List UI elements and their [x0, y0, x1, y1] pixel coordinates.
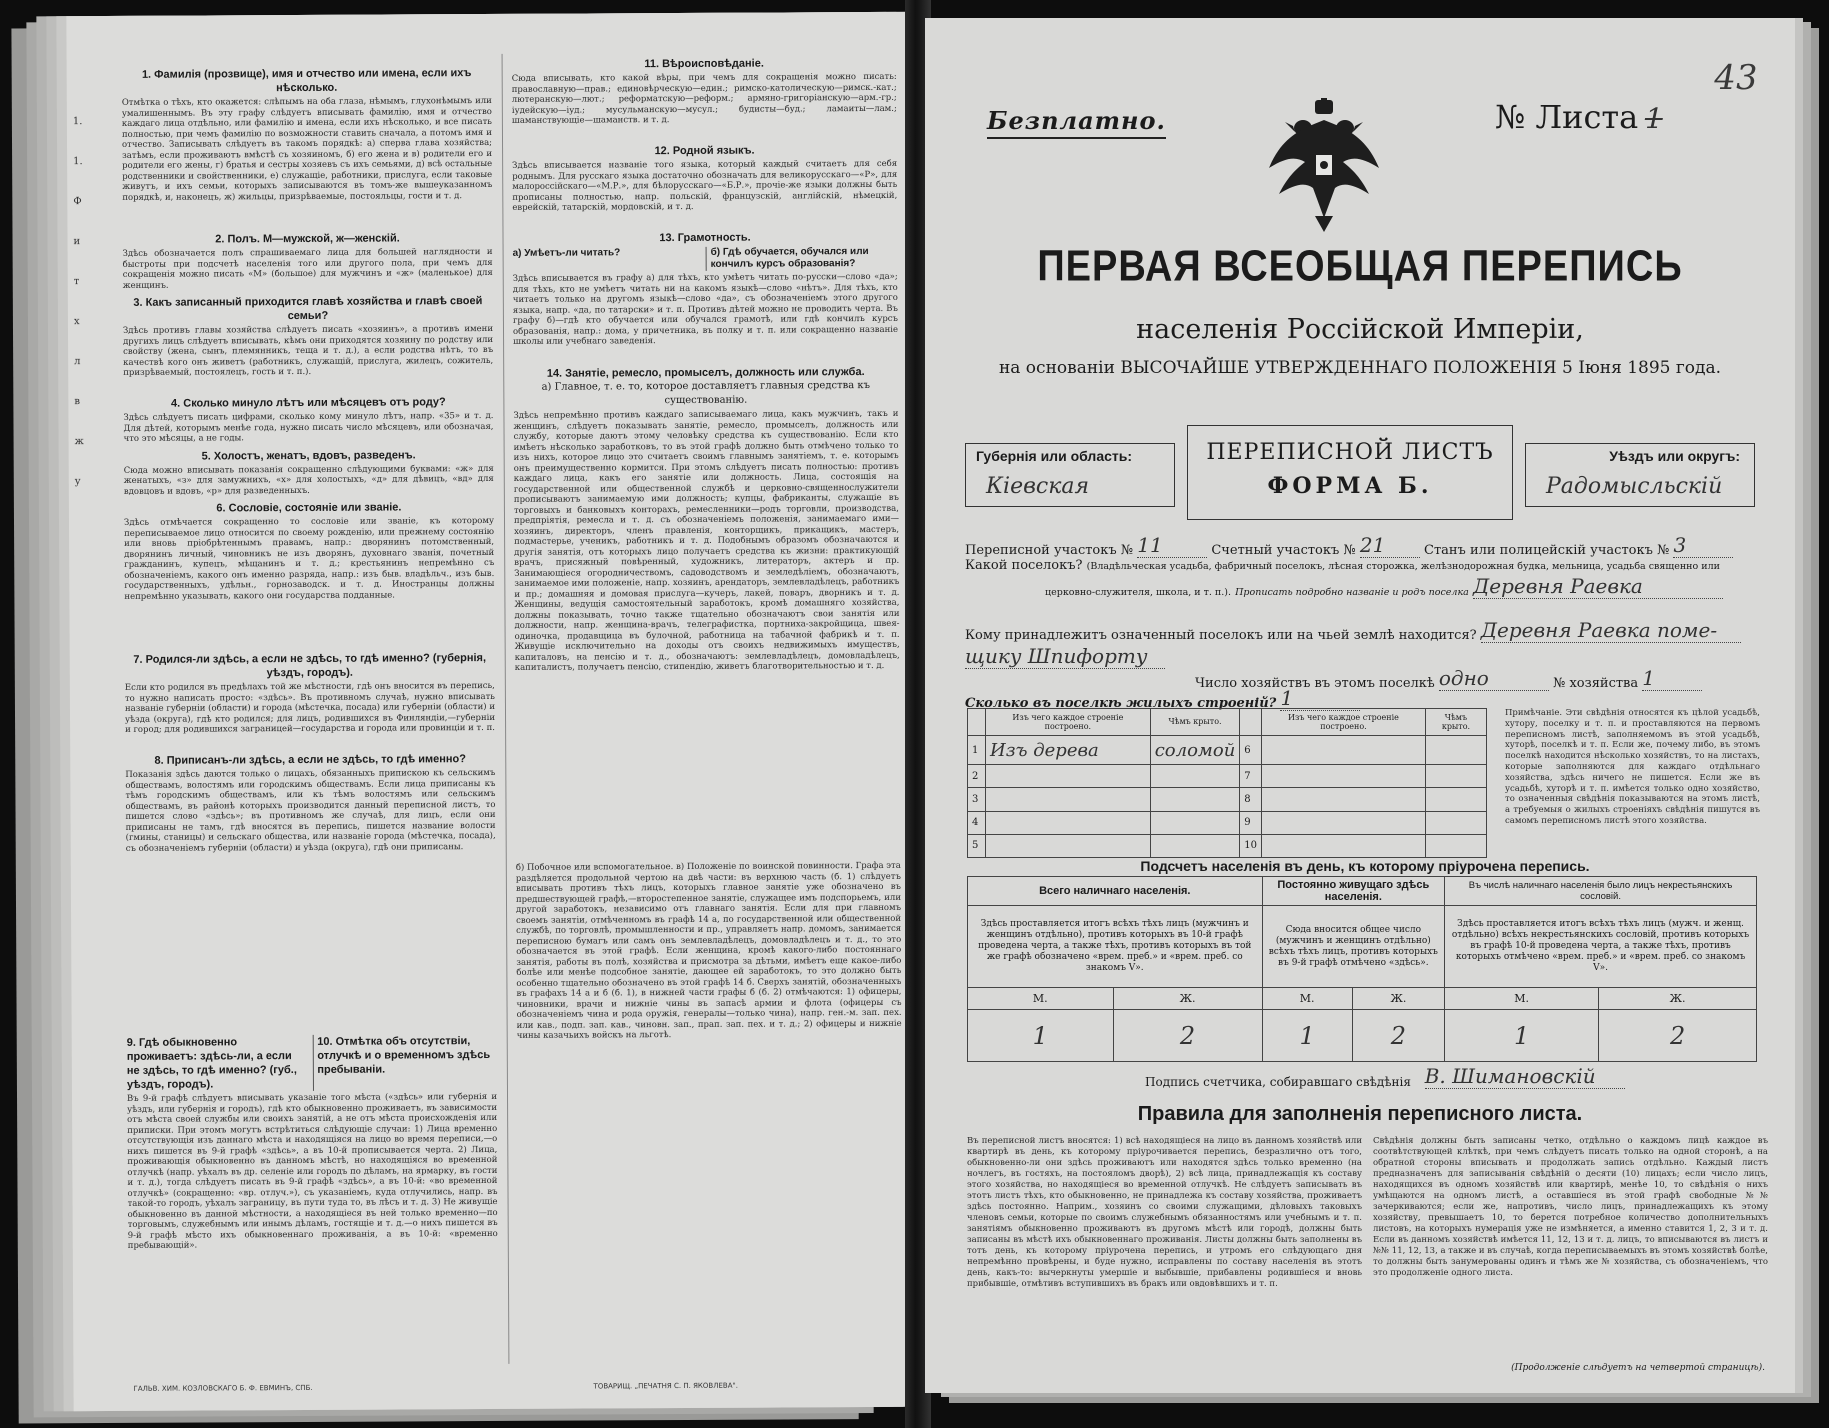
gubernia-field[interactable]: Кіевская: [986, 474, 1090, 499]
bld-roof-field[interactable]: [1150, 788, 1240, 811]
bld-material-field[interactable]: [986, 811, 1151, 834]
bld-row-number: 7: [1240, 765, 1262, 788]
instruction-section: [123, 294, 493, 392]
rules-continued-note: (Продолженіе слѣдуетъ на четвертой страницѣ).: [1511, 1363, 1765, 1373]
bld-col-roof: Чѣмъ крыто.: [1150, 709, 1240, 736]
household-number-field[interactable]: 1: [1642, 666, 1702, 691]
bld-material-field[interactable]: [1262, 735, 1426, 764]
section-title: 8. Приписанъ-ли здѣсь, а если не здѣсь, то гдѣ именно?: [154, 753, 466, 767]
bld-material-field[interactable]: [1262, 788, 1426, 811]
section-body: Здѣсь противъ главы хозяйства слѣдуетъ писать «хозяинъ», а противъ имени другихъ лицъ слѣдуетъ вписывать, кѣмъ они приходятся хозяину по родству или свойству (жена, сынъ, племянникъ, теща и т. д.), а если родства нѣтъ, то въ качествѣ кого онъ живетъ (работникъ, служащій, прислуга, жилецъ, сожитель, призрѣваемый, постоялецъ, гость и т. п.).: [122, 323, 494, 378]
sheet-number-label: № Листа: [1495, 98, 1639, 136]
bld-roof-field[interactable]: [1425, 735, 1486, 764]
settlement-field[interactable]: Деревня Раевка: [1473, 574, 1723, 599]
free-label: Безплатно.: [987, 106, 1166, 139]
households-label: Число хозяйствъ въ этомъ поселкѣ: [1195, 676, 1435, 691]
bld-roof-field[interactable]: [1425, 811, 1486, 834]
instructions-column-right: [512, 56, 903, 1258]
rules-column-right: Свѣдѣнія должны быть записаны четко, отдѣльно о каждомъ лицѣ каждое въ соотвѣтствующей клѣткѣ, при чемъ слѣдуетъ писать только на одной сторонѣ, а на обратной стороны вписывать и продолжать запись отдѣльно. Каждый листъ предназначенъ для записыванія свѣдѣній о десяти (10) лицахъ; если число лицъ, находящихся въ одномъ хозяйствѣ или квартирѣ, менѣе 10, то свѣдѣнія о нихъ умѣщаются на одномъ листѣ, а оставшіеся въ этой графѣ свободные №№ зачеркиваются; если же, напротивъ, число лицъ, принадлежащихъ къ этому хозяйству, превышаетъ 10, то берется потребное количество дополнительныхъ листовъ, на которыхъ нумерація уже не измѣняется, а именно ставится 1, 2, 3 и т. д. Если въ данномъ хозяйствѣ имѣется 11, 12, 13 и т. д. лицъ, то вписываются въ листъ и №№ 11, 12, 13, а также и въ случаѣ, когда переписываемыхъ въ этомъ хозяйствѣ болѣе, то должны быть занумерованы одинъ и тѣмъ же № хозяйства, съ обозначеніемъ, что это продолженіе одного листа.: [1373, 1136, 1768, 1278]
stan-label: Станъ или полицейскій участокъ №: [1424, 543, 1670, 558]
instruction-section: [124, 447, 494, 496]
signature-field[interactable]: В. Шимановскій: [1425, 1064, 1625, 1089]
buildings-table-header: [968, 709, 1487, 736]
section-9-body: Въ 9-й графѣ слѣдуетъ вписывать указаніе того мѣста («здѣсь» или губернія и уѣздъ, или губернія и городъ), гдѣ кто обыкновенно проживаетъ, въ зависимости отъ мѣста своей службы или своихъ занятій, а не отъ мѣста происхожденія или приписки. При этомъ могутъ встрѣтиться слѣдующіе случаи: 1) Лица временно отсутствующія изъ даннаго мѣста и находящіяся на лицо во время переписи,—о нихъ пишется въ 9-й графѣ «здѣсь», а въ 10-й прописывается черта. 2) Лица, проживающія обыкновенно въ данномъ мѣстѣ, но находящіяся во временной отлучкѣ (напр. уѣхалъ въ др. селеніе или городъ по дѣламъ, на ярмарку, въ гости и т. д.), тогда слѣдуетъ писать въ 9-й графѣ «здѣсь», а въ 10-й: «во временной отлучкѣ» (сокращенно: «вр. отлуч.»), съ указаніемъ, куда отлучились, напр. въ такой-то городъ, уѣхалъ заграницу, въ пути туда то, въ лѣсъ и т. д. 3) Не живущіе обыкновенно въ данной мѣстности, а находящіеся въ ней только временно—по торговымъ, служебнымъ или инымъ дѣламъ, гостящіе и т. д.—о нихъ пишется въ 9-й графѣ мѣсто ихъ обыкновеннаго проживанія, а въ 10-й: «временно пребывающій».: [126, 1091, 498, 1251]
section-title: 1. Фамилія (прозвище), имя и отчество или имена, если ихъ нѣсколько.: [141, 67, 472, 95]
section-body: Здѣсь обозначается полъ спрашиваемаго лица для большей наглядности и быстроты при подсчетѣ населенія того или другого пола, при чемъ для сокращенія можно писать «М» (большое) для мужчинъ и «ж» (маленькое) для женщинъ.: [122, 246, 493, 291]
population-table: [967, 876, 1757, 1062]
section-title: 3. Какъ записанный приходится главѣ хозяйства и главѣ своей семьи?: [133, 295, 483, 323]
bld-row-number: 3: [968, 788, 986, 811]
bld-material-field[interactable]: [986, 765, 1151, 788]
sex-female-label: Ж.: [1352, 988, 1444, 1010]
bld-material-field[interactable]: Изъ дерева: [986, 735, 1151, 764]
bld-material-field[interactable]: [1262, 765, 1426, 788]
owner-line: [965, 618, 1765, 643]
settlement-hint-2: церковно-служителя, школа, и т. п.).: [1045, 587, 1231, 598]
enumerator-signature-line: [1145, 1064, 1625, 1089]
instruction-section: [122, 66, 493, 228]
margin-mark: 1.: [73, 156, 83, 168]
bld-material-field[interactable]: [1262, 834, 1426, 857]
non-peasant-male-field[interactable]: 1: [1445, 1010, 1599, 1062]
bld-row-number: 9: [1240, 811, 1262, 834]
form-header-row: [965, 425, 1755, 520]
owner-label: Кому принадлежитъ означенный поселокъ или на чьей землѣ находится?: [965, 628, 1477, 643]
bld-roof-field[interactable]: соломой: [1150, 735, 1240, 764]
population-values-row: [968, 1010, 1757, 1062]
permanent-female-field[interactable]: 2: [1352, 1010, 1444, 1062]
instructions-page: [66, 12, 913, 1411]
non-peasant-female-field[interactable]: 2: [1599, 1010, 1757, 1062]
printer-footer-left: ГАЛЬВ. ХИМ. КОЗЛОВСКАГО Б. Ф. ЕВМИНЪ, СПБ.: [133, 1383, 313, 1393]
section-title: 12. Родной языкъ.: [654, 144, 755, 158]
form-legal-basis: на основаніи ВЫСОЧАЙШЕ УТВЕРЖДЕННАГО ПОЛОЖЕНІЯ 5 Іюня 1895 года.: [998, 358, 1722, 378]
instruction-section: [512, 56, 897, 140]
section-body: Сюда вписывать, кто какой вѣры, при чемъ для сокращенія можно писать: православную—прав.; единовѣрческую—един.; римско-католическую—римск.-кат.; лютеранскую—лют.; реформатскую—реформ.; армяно-григоріанскую—арм.-гр.; іудейскую—іуд.; мусульманскую—мусул.; будисты—буд.; ламаиты—лам.; шаманствующіе—шаманств. и т. д.: [511, 71, 897, 126]
household-number-label: № хозяйства: [1553, 676, 1639, 691]
buildings-table-row: [968, 811, 1487, 834]
uezd-label: Уѣздъ или округъ:: [1609, 448, 1740, 464]
margin-mark: 1.: [72, 116, 83, 128]
counting-district-field[interactable]: 21: [1360, 533, 1420, 558]
column-divider: [502, 54, 510, 1364]
bld-row-number: 10: [1240, 834, 1262, 857]
owner-field-2[interactable]: щику Шпифорту: [965, 644, 1165, 669]
settlement-hint-3: Прописать подробно названіе и родъ поселка: [1235, 587, 1469, 598]
section-10-title: 10. Отмѣтка объ отсутствіи, отлучкѣ и о временномъ здѣсь пребываніи.: [312, 1034, 497, 1091]
folio-number: 43: [1710, 58, 1761, 98]
owner-field[interactable]: Деревня Раевка поме-: [1481, 618, 1741, 643]
form-main-title: ПЕРВАЯ ВСЕОБЩАЯ ПЕРЕПИСЬ: [1037, 242, 1683, 292]
buildings-count-label: Сколько въ поселкѣ жилыхъ строеній?: [965, 696, 1277, 711]
districts-line: [965, 533, 1765, 558]
gubernia-label: Губернія или область:: [976, 448, 1133, 464]
bld-roof-field[interactable]: [1150, 765, 1240, 788]
section-14-extra: б) Побочное или вспомогательное. в) Положеніе по воинской повинности. Графа эта раздѣляется продольной чертою на двѣ части: въ верхнюю часть (б. 1) слѣдуетъ вписывать противъ тѣхъ лицъ, которыхъ главное занятіе уже обозначено въ предшествующей графѣ,—второстепенное занятіе, служащее имъ подспорьемъ, или другой заработокъ, независимо отъ главнаго занятія. Если для при главномъ своемъ занятіи, отмѣченномъ въ графѣ 14 а, по государственной или общественной службѣ, по торговлѣ, промышленности и пр., управляетъ напр. домомъ, занимается переписною бумагъ или самъ онъ землевладѣлецъ, домовладѣлецъ и т. д., то это обозначается въ этой графѣ. Если женщина, кромѣ какого-либо постояннаго занятія, работы въ полѣ, хозяйства и присмотра за дѣтьми, имѣетъ еще какое-либо болѣе или менѣе подсобное занятіе, дающее ей заработокъ, то это должно быть особенно тщательно обозначено въ этой графѣ 14 б. Сверхъ занятій, обозначенныхъ въ графахъ 14 а и б (б. 1), в нижней части графы б (б. 2) отмѣчаются: 1) офицеры, чиновники, врачи и нижніе чины въ запасѣ армии и флота (офицеры съ обозначеніемъ чина и рода оружія, генералы—только чина), напр. ген.-м. зап. пех. или кав., подп. зап. кав., чиновн. зап., прап. зап. пех. и т. д.; 2) офицеры и нижніе чины казачьихъ войскъ на льготѣ.: [515, 860, 902, 1041]
settlement-line: [965, 558, 1765, 573]
settlement-hint: (Владѣльческая усадьба, фабричный поселокъ, лѣсная сторожка, желѣзнодорожная будка, мельница, усадьба священно или: [1086, 561, 1720, 572]
bld-material-field[interactable]: [1262, 811, 1426, 834]
rules-column-left: Въ переписной листъ вносятся: 1) всѣ находящіеся на лицо въ данномъ хозяйствѣ или квартирѣ въ день, къ которому пріурочивается перепись, безразлично отъ того, обыкновенно-ли они здѣсь проживаютъ или находятся здѣсь только временно (на ночлегъ, въ гостяхъ, на постояломъ дворѣ), 2) всѣ лица, принадлежащія къ составу этого хозяйства, но находящіеся во временной отлучкѣ. Не слѣдуетъ записывать въ этотъ листъ тѣхъ, кто обыкновенно, не принадлежа къ составу хозяйства, проживаетъ здѣсь постоянно. Наприм., хозяинъ со своими служащими, дѣловыхъ таковыхъ членовъ семьи, которые по своимъ служебнымъ обязанностямъ или учебнымъ и т. п. занятіямъ обыкновенно проживаютъ въ другомъ мѣстѣ или городѣ, должны быть записаны въ мѣстѣ ихъ обыкновеннаго проживанія. Листы должны быть заполнены въ тотъ день, къ которому пріурочена перепись, и утромъ его слѣдующаго дня непремѣнно провѣрены, и буде нужно, исправлены по составу населенія въ этотъ день, какъ-то: вычеркнуты умершіе и выбывшіе, прибавлены родившіеся и вновь прибывшіе, отмѣтивъ вступившихъ въ бракъ или овдовѣвшихъ и т. п.: [967, 1136, 1362, 1289]
population-sex-row: [968, 988, 1757, 1010]
instruction-section: [512, 143, 897, 227]
pop-header-present: Всего наличнаго населенія.: [968, 877, 1263, 906]
section-title: 4. Сколько минуло лѣтъ или мѣсяцевъ отъ роду?: [170, 396, 446, 410]
sheet-number-value[interactable]: 1: [1641, 102, 1667, 135]
section-title: 7. Родился-ли здѣсь, а если не здѣсь, то гдѣ именно? (губернія, уѣздъ, городъ).: [133, 652, 487, 680]
buildings-table-row: [968, 765, 1487, 788]
gubernia-box: [965, 443, 1175, 507]
sex-male-label: М.: [1445, 988, 1599, 1010]
margin-mark: в: [74, 396, 81, 408]
section-13-body: Здѣсь вписывается въ графу а) для тѣхъ, кто умѣетъ читать по-русски—слово «да»; для тѣхъ, кто не умѣетъ читать ни на какомъ языкѣ—слово «нѣтъ». Для тѣхъ, кто читаетъ только на другомъ языкѣ—слово «да», съ обозначеніемъ этого другого языка, напр. «да, по татарски» и т. п. Противъ дѣтей можно не проводить черта. Въ графу б)—гдѣ кто обучается или обучался грамотѣ, или гдѣ кончилъ курсъ образованія, напр.: дома, у причетника, въ полку и т. п. или сокращенно названіе школы или учебнаго заведенія.: [512, 271, 899, 347]
form-subtitle: населенія Россійской Имперіи,: [1136, 314, 1584, 345]
bld-roof-field[interactable]: [1150, 834, 1240, 857]
section-13-title: 13. Грамотность.: [659, 231, 751, 245]
section-body: Если кто родился въ предѣлахъ той же мѣстности, гдѣ онъ вносится въ перепись, то нужно написать просто: «здѣсь». Въ противномъ случаѣ, нужно вписывать названіе губерніи (области) и города (мѣстечка, посада) или губерніи (области) и уѣзда (округа), гдѣ кто родился; для лицъ, родившихся въ Финляндіи,—губерніи и город; для родившихся заграницей—государства и города или провинціи и т. п.: [124, 680, 496, 735]
rules-title: Правила для заполненія переписного листа.: [1137, 1103, 1583, 1125]
settlement-label: Какой поселокъ?: [965, 558, 1083, 573]
bld-row-number: 1: [968, 735, 986, 764]
section-14-title: 14. Занятіе, ремесло, промыселъ, должность или служба.: [546, 366, 865, 380]
section-body: Показанія здѣсь даются только о лицахъ, обязанныхъ припискою къ сельскимъ обществамъ, волостямъ или городскимъ обществамъ. Если лица приписаны къ тѣмъ городскимъ обществамъ, или къ тѣмъ волостямъ или сельскимъ обществамъ, въ районѣ которыхъ производится данный переписной листъ, то пишется слово «здѣсь»; въ противномъ же случаѣ, для лицъ, если они приписаны не тамъ, гдѣ вносятся въ перепись, пишется название волости (гмины, станицы) и сельскаго общества, или названіе города (мѣстечка, посада), съ обозначеніемъ губерніи (области) и уѣзда (округа), гдѣ они приписаны.: [125, 767, 496, 854]
present-male-field[interactable]: 1: [968, 1010, 1114, 1062]
instruction-section: [122, 231, 492, 291]
stan-field[interactable]: 3: [1673, 533, 1733, 558]
section-title: 11. Вѣроисповѣданіе.: [644, 57, 764, 71]
instruction-section: [125, 752, 496, 900]
buildings-table: [967, 708, 1487, 858]
pop-header-permanent: Постоянно живущаго здѣсь населенія.: [1262, 877, 1444, 906]
margin-mark: ж: [74, 436, 84, 448]
margin-mark: у: [74, 476, 81, 488]
section-title: 2. Полъ. М—мужской, ж—женскій.: [215, 232, 400, 246]
form-type-box: [1187, 425, 1513, 520]
bld-row-number: 2: [968, 765, 986, 788]
section-14: [513, 365, 903, 1253]
section-13b: б) Гдѣ обучается, обучался или кончилъ курсъ образованія?: [706, 246, 898, 271]
double-headed-eagle-emblem: [1265, 98, 1383, 233]
bld-roof-field[interactable]: [1425, 834, 1486, 857]
bld-col-roof-2: Чѣмъ крыто.: [1425, 709, 1486, 736]
bld-col-material: Изъ чего каждое строеніе построено.: [986, 709, 1151, 736]
sex-female-label: Ж.: [1113, 988, 1262, 1010]
present-female-field[interactable]: 2: [1113, 1010, 1262, 1062]
buildings-table-row: [968, 834, 1487, 857]
bld-row-number: 5: [968, 834, 986, 857]
bld-row-number: 4: [968, 811, 986, 834]
margin-mark: т: [73, 276, 80, 288]
pop-desc-permanent: Сюда вносится общее число (мужчинъ и женщинъ отдѣльно) всѣхъ тѣхъ лицъ, противъ которыхъ въ 9-й графѣ отмѣчено «здѣсь».: [1262, 906, 1444, 988]
bld-row-number: 8: [1240, 788, 1262, 811]
section-body: Сюда можно вписывать показанія сокращенно слѣдующими буквами: «ж» для женатыхъ, «з» для замужнихъ, «х» для холостыхъ, «д» для дѣвицъ, «вд» для вдовцовъ и вдовъ, «р» для разведенныхъ.: [123, 463, 494, 497]
section-title: 5. Холостъ, женатъ, вдовъ, разведенъ.: [201, 448, 416, 463]
bld-roof-field[interactable]: [1425, 765, 1486, 788]
bld-row-number: 6: [1240, 735, 1262, 764]
sex-female-label: Ж.: [1599, 988, 1757, 1010]
section-13: [512, 230, 898, 362]
population-count-title: Подсчетъ населенія въ день, къ которому пріурочена перепись.: [1140, 858, 1590, 874]
bld-material-field[interactable]: [986, 834, 1151, 857]
permanent-male-field[interactable]: 1: [1262, 1010, 1352, 1062]
buildings-note: Примѣчаніе. Эти свѣдѣнія относятся къ цѣлой усадьбѣ, хутору, поселку и т. п. и проставляются на первомъ переписномъ листѣ, заполняемомъ въ этой усадьбѣ, хуторѣ, поселкѣ и т. п. Если же, почему либо, въ этомъ поселкѣ находится нѣсколько хозяйствъ, то на листахъ, которые заполняются для каждаго отдѣльнаго хозяйства, здѣсь ничего не пишется. Если же въ усадьбѣ, хуторѣ и т. п. имѣется только одно хозяйство, то означенныя свѣдѣнія показываются на этомъ листѣ, а требуемыя о жилыхъ строеніяхъ свѣдѣнія пишутся въ самомъ переписномъ листѣ этого хозяйства.: [1505, 708, 1760, 826]
instruction-section: [124, 500, 495, 648]
sex-male-label: М.: [1262, 988, 1352, 1010]
form-type-code: ФОРМА Б.: [1267, 473, 1433, 499]
uezd-field[interactable]: Радомысльскій: [1546, 474, 1723, 499]
left-margin-marks: [66, 16, 103, 1411]
counting-district-label: Счетный участокъ №: [1211, 543, 1356, 558]
households-field[interactable]: одно: [1439, 666, 1549, 691]
buildings-table-row: [968, 788, 1487, 811]
buildings-count-field[interactable]: 1: [1280, 686, 1360, 711]
pop-header-non-peasant: Въ числѣ наличнаго населенія было лицъ некрестьянскихъ сословій.: [1445, 877, 1757, 906]
margin-mark: л: [74, 356, 81, 368]
population-table-desc: [968, 906, 1757, 988]
form-type-title: ПЕРЕПИСНОЙ ЛИСТЪ: [1206, 440, 1494, 465]
instruction-section: [125, 651, 495, 749]
pop-desc-present: Здѣсь проставляется итогъ всѣхъ тѣхъ лицъ (мужчинъ и женщинъ отдѣльно), противъ которыхъ въ 10-й графѣ проведена черта, а также тѣхъ, противъ которыхъ въ той же графѣ обозначено «врем. преб.» и «врем. преб. со знакомъ V».: [968, 906, 1263, 988]
section-title: 6. Сословіе, состояніе или званіе.: [216, 501, 402, 515]
bld-roof-field[interactable]: [1150, 811, 1240, 834]
section-13a: а) Умѣетъ-ли читать?: [512, 247, 621, 259]
settlement-line-2: [1045, 574, 1829, 599]
margin-mark: и: [73, 236, 81, 248]
section-body: Здѣсь отмѣчается сокращенно то сословіе или званіе, къ которому переписываемое лицо относится по своему рожденію, или прежнему состоянію или вновь пріобрѣтеннымъ правамъ, напр.: дворянинъ потомственный, дворянинъ личный, чиновникъ не изъ дворянъ, духовнаго званія, почетный гражданинъ, купецъ, мѣщанинъ и т. д.; крестьянинъ непремѣнно съ обозначеніемъ, какого онъ именно разряда, напр.: изъ быв. владѣльч., изъ быв. государственныхъ, удѣльн., горнозаводск. и т. д. Иностранцы должны непремѣнно указывать, какого они государства подданные.: [123, 515, 495, 602]
census-district-label: Переписной участокъ №: [965, 543, 1134, 558]
population-table-header: [968, 877, 1757, 906]
uezd-box: [1525, 443, 1755, 507]
signature-label: Подпись счетчика, собиравшаго свѣдѣнія: [1145, 1075, 1411, 1089]
residence-section: [127, 1034, 499, 1394]
census-district-field[interactable]: 11: [1137, 533, 1207, 558]
bld-material-field[interactable]: [986, 788, 1151, 811]
section-9-title: 9. Гдѣ обыкновенно проживаетъ: здѣсь-ли, а если не здѣсь, то гдѣ именно? (губ., уѣздъ, городъ).: [126, 1036, 297, 1091]
section-14-body: Здѣсь непремѣнно противъ каждаго записываемаго лица, какъ мужчинъ, такъ и женщинъ, слѣдуетъ показывать занятіе, ремесло, промыселъ, должность или службу, которые даютъ этому человѣку средства къ существованію. Если кто имѣетъ нѣсколько заработковъ, то въ этой графѣ должно быть отмѣчено только то изъ нихъ, которое лицо это считаетъ своимъ главнымъ занятіемъ, т. е. которымъ онъ преимущественно кормится. При этомъ слѣдуетъ писать полностью: противъ каждаго лица, какъ его занятіе или должность. Лица, состоящія на государственной или общественной службѣ и церковно-священнослужители прописываютъ занимаемую ими должность; купцы, фабриканты, служащіе въ торговыхъ и банковыхъ конторахъ, ремесленники—родъ торговли, производства, предпріятія, ремесла и т. д. съ обозначеніемъ положенія, занимаемаго ими—хозяинъ, директоръ, членъ правленія, конторщикъ, прикащикъ, мастеръ, подмастерье, ученикъ, работникъ и т. д. Подобнымъ образомъ обозначаются и другія занятія, отъ которыхъ лицо получаетъ средства къ жизни: практикующій врачъ, присяжный повѣренный, художникъ, литераторъ, актеръ и пр. Занимающіеся огородничествомъ, садоводствомъ и земледѣліемъ, обозначаютъ, занимаемое ими положеніе, напр. хозяинъ, арендаторъ, землевладѣлецъ, работникъ и пр.; домашняя и домовая прислуга—кучеръ, лакей, поваръ, дворникъ и т. д. Женщины, ведущія самостоятельный заработокъ, кромѣ домашняго хозяйства, должны показывать, точно также тщательно обозначаютъ свои занятія или должности, напр. женщина-врачъ, телеграфистка, портниха-закройщица, швея-одиночка, продавщица въ булочной, работница на табачной фабрикѣ и т. п. Живущіе исключительно на доходы отъ своихъ недвижимыхъ имуществъ, капиталовъ, на пенсію и т. д., обозначаютъ: землевладѣлецъ, домовладѣлецъ, капиталистъ, получаетъ пенсію, стипендію, живетъ благотворительностью и т. д.: [513, 408, 900, 673]
instructions-column-left: [122, 66, 496, 905]
bld-col-material-2: Изъ чего каждое строеніе построено.: [1262, 709, 1426, 736]
section-body: Отмѣтка о тѣхъ, кто окажется: слѣпымъ на оба глаза, нѣмымъ, глухонѣмымъ или умалишеннымъ. Въ эту графу слѣдуетъ вписывать фамилію, имя и отчество каждаго лица отдѣльно, или фамилію и имена, если ихъ нѣсколько, и все писать полностью, при чемъ фамилію по возможности ставить сначала, а потомъ имя и отчество. Записывать слѣдуетъ въ такомъ порядкѣ: а) сперва глава хозяйства; затѣмъ, если проживаютъ вмѣстѣ съ хозяиномъ, б) его жена и в) родители его и родители его жены, г) братья и сестры хозяевъ съ ихъ семьями, д) всѣ остальные родственники и свойственники, е) служащіе, работники, прислуга, если таковые живутъ, и ихъ семьи, которыхъ записываются въ томъ-же вышеуказанномъ порядкѣ, и, наконецъ, ж) жильцы, призрѣваемые, постояльцы, гости и т. д.: [121, 95, 493, 203]
bld-roof-field[interactable]: [1425, 788, 1486, 811]
census-form-page: [925, 18, 1795, 1393]
section-14-sub: а) Главное, т. е. то, которое доставляетъ главныя средства къ существованію.: [541, 380, 871, 407]
sex-male-label: М.: [968, 988, 1114, 1010]
section-body: Здѣсь слѣдуетъ писать цифрами, сколько кому минуло лѣтъ, напр. «35» и т. д. Для дѣтей, которымъ менѣе года, нужно писать число мѣсяцевъ, или обозначая, что это мѣсяцы, а не годы.: [123, 410, 494, 444]
buildings-table-row: [968, 735, 1487, 764]
margin-mark: Ф: [73, 196, 82, 208]
section-body: Здѣсь вписывается названіе того языка, который каждый считаетъ для себя роднымъ. Для русскаго языка достаточно обозначать для великорусскаго—«Р», для малороссійскаго—«М.Р.», для бѣлорусскаго—«Б.Р.», прочіе-же языки должны быть прописаны полностью, напр. польскій, французскій, англійскій, нѣмецкій, еврейскій, татарскій, мордовскій, и т. д.: [512, 158, 898, 213]
margin-mark: х: [73, 316, 80, 328]
instruction-section: [123, 395, 493, 444]
printer-footer-right: ТОВАРИЩ. „ПЕЧАТНЯ С. П. ЯКОВЛЕВА".: [593, 1381, 738, 1391]
pop-desc-non-peasant: Здѣсь проставляется итогъ всѣхъ тѣхъ лицъ (мужч. и женщ. отдѣльно) всѣхъ некрестьянскихъ сословій, противъ которыхъ въ графѣ 10-й проведена черта, а также тѣхъ, противъ которыхъ отмѣчено «врем. преб.» и «врем. преб. со знакомъ V».: [1445, 906, 1757, 988]
